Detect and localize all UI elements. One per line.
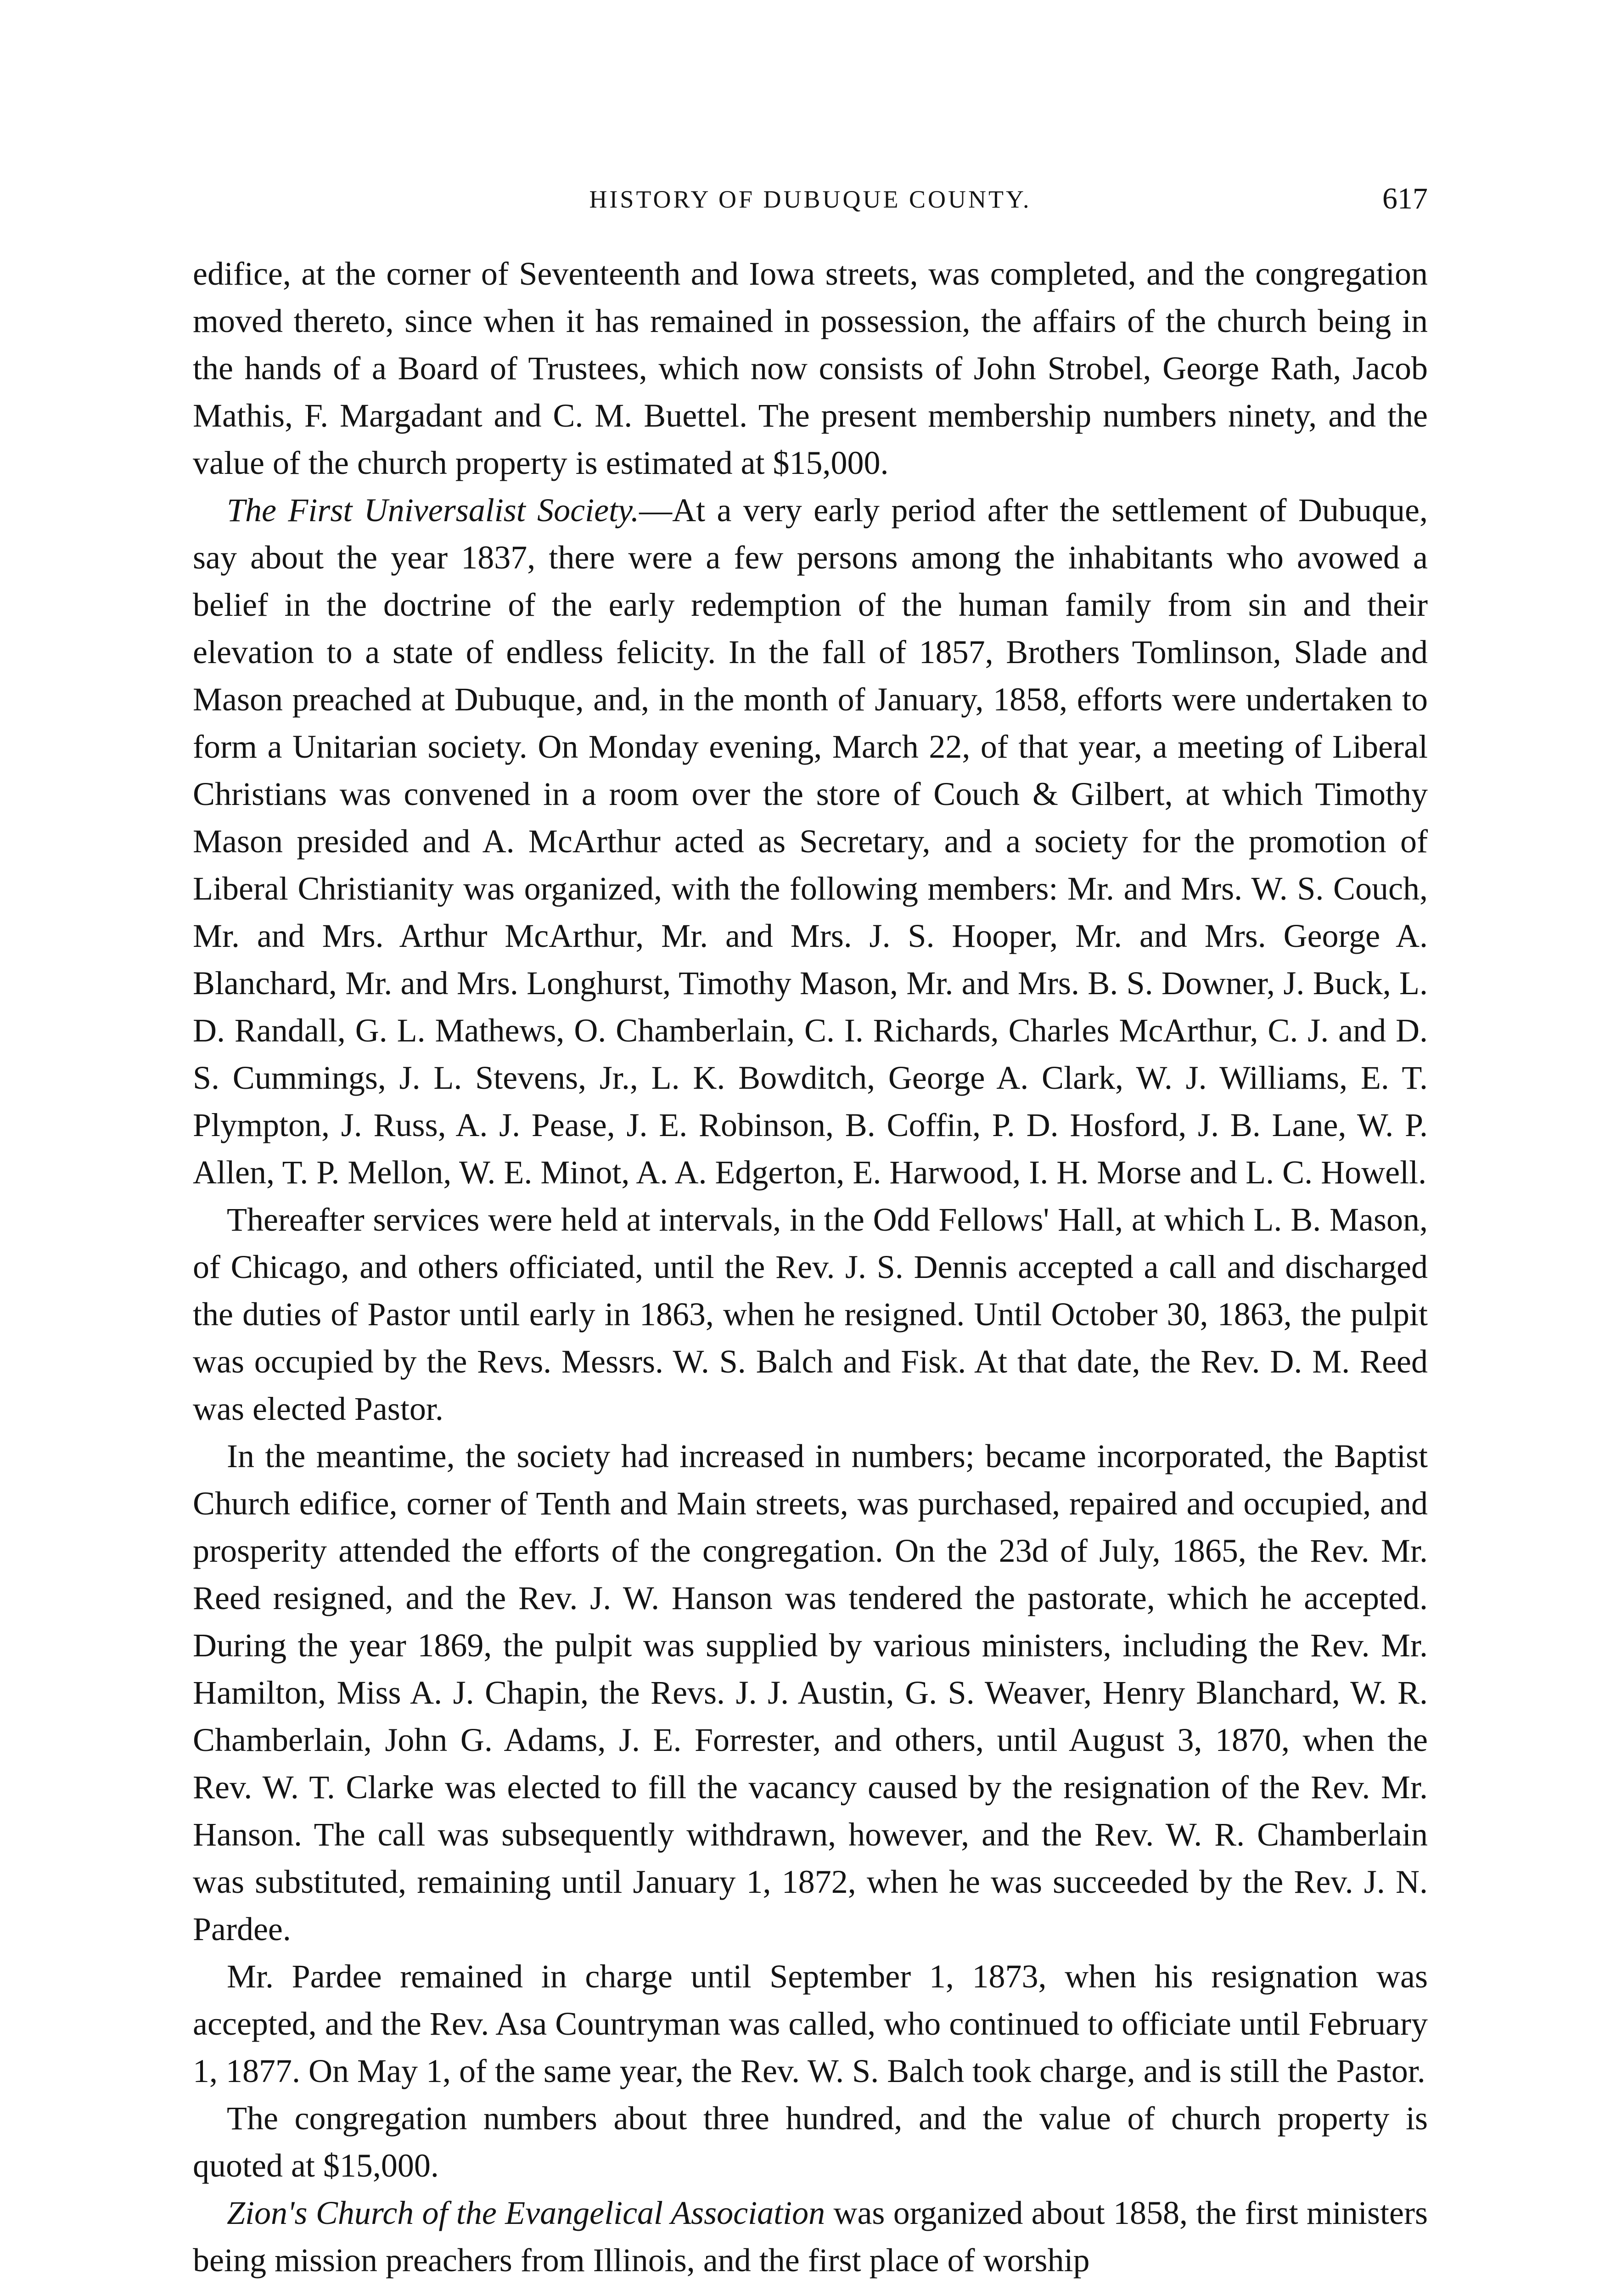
page-number: 617 bbox=[1382, 182, 1428, 215]
paragraph-odd-fellows-hall bbox=[193, 1196, 1428, 1433]
paragraph-zions-church bbox=[193, 2189, 1428, 2284]
paragraph-text: —At a very early period after the settlement of Dubuque, say about the year 1837, there were a few persons among the inhabitants who avowed a belief in the doctrine of the early redemption of the human family from sin and their elevation to a state of endless felicity. In the fall of 1857, Brothers Tomlinson, Slade and Mason preached at Dubuque, and, in the month of January, 1858, efforts were undertaken to form a Unitarian society. On Monday evening, March 22, of that year, a meeting of Liberal Christians was convened in a room over the store of Couch & Gilbert, at which Timothy Mason presided and A. McArthur acted as Secretary, and a society for the promotion of Liberal Christianity was organized, with the following members: Mr. and Mrs. W. S. Couch, Mr. and Mrs. Arthur McArthur, Mr. and Mrs. J. S. Hooper, Mr. and Mrs. George A. Blanchard, Mr. and Mrs. Longhurst, Timothy Mason, Mr. and Mrs. B. S. Downer, J. Buck, L. D. Randall, G. L. Mathews, O. Chamberlain, C. I. Richards, Charles McArthur, C. J. and D. S. Cummings, J. L. Stevens, Jr., L. K. Bowditch, George A. Clark, W. J. Williams, E. T. Plympton, J. Russ, A. J. Pease, J. E. Robinson, B. Coffin, P. D. Hosford, J. B. Lane, W. P. Allen, T. P. Mellon, W. E. Minot, A. A. Edgerton, E. Harwood, I. H. Morse and L. C. Howell. bbox=[193, 492, 1428, 1191]
paragraph-text: was organized about 1858, the first ministers being mission preachers from Illinois, and the first place of worship bbox=[193, 2195, 1428, 2279]
paragraph-meantime bbox=[193, 1433, 1428, 1953]
paragraph-pardee bbox=[193, 1953, 1428, 2095]
running-header bbox=[193, 181, 1428, 214]
paragraph-text: edifice, at the corner of Seventeenth and Iowa streets, was completed, and the congregation moved thereto, since when it has remained in possession, the affairs of the church being in the hands of a Board of Trustees, which now consists of John Strobel, George Rath, Jacob Mathis, F. Margadant and C. M. Buettel. The present membership numbers ninety, and the value of the church property is estimated at $15,000. bbox=[193, 255, 1428, 481]
paragraph-text: Mr. Pardee remained in charge until September 1, 1873, when his resignation was accepted, and the Rev. Asa Countryman was called, who continued to officiate until February 1, 1877. On May 1, of the same year, the Rev. W. S. Balch took charge, and is still the Pastor. bbox=[193, 1958, 1428, 2089]
section-heading-first-universalist-society: The First Universalist Society. bbox=[227, 492, 640, 529]
paragraph-text: In the meantime, the society had increased in numbers; became incorporated, the Baptist Church edifice, corner of Tenth and Main streets, was purchased, repaired and occupied, and prosperity attended the efforts of the congregation. On the 23d of July, 1865, the Rev. Mr. Reed resigned, and the Rev. J. W. Hanson was tendered the pastorate, which he accepted. During the year 1869, the pulpit was supplied by various ministers, including the Rev. Mr. Hamilton, Miss A. J. Chapin, the Revs. J. J. Austin, G. S. Weaver, Henry Blanchard, W. R. Chamberlain, John G. Adams, J. E. Forrester, and others, until August 3, 1870, when the Rev. W. T. Clarke was elected to fill the vacancy caused by the resignation of the Rev. Mr. Hanson. The call was subsequently withdrawn, however, and the Rev. W. R. Chamberlain was substituted, remaining until January 1, 1872, when he was succeeded by the Rev. J. N. Pardee. bbox=[193, 1438, 1428, 1947]
section-heading-zions-church: Zion's Church of the Evangelical Association bbox=[227, 2195, 825, 2231]
paragraph-congregation-numbers bbox=[193, 2095, 1428, 2189]
body-text bbox=[193, 250, 1428, 2284]
running-title: HISTORY OF DUBUQUE COUNTY. bbox=[589, 186, 1032, 213]
paragraph-text: Thereafter services were held at intervals, in the Odd Fellows' Hall, at which L. B. Mason, of Chicago, and others officiated, until the Rev. J. S. Dennis accepted a call and discharged the duties of Pastor until early in 1863, when he resigned. Until October 30, 1863, the pulpit was occupied by the Revs. Messrs. W. S. Balch and Fisk. At that date, the Rev. D. M. Reed was elected Pastor. bbox=[193, 1201, 1428, 1427]
paragraph-text: The congregation numbers about three hundred, and the value of church property is quoted at $15,000. bbox=[193, 2100, 1428, 2184]
paragraph-church-edifice bbox=[193, 250, 1428, 487]
paragraph-first-universalist-society bbox=[193, 487, 1428, 1196]
